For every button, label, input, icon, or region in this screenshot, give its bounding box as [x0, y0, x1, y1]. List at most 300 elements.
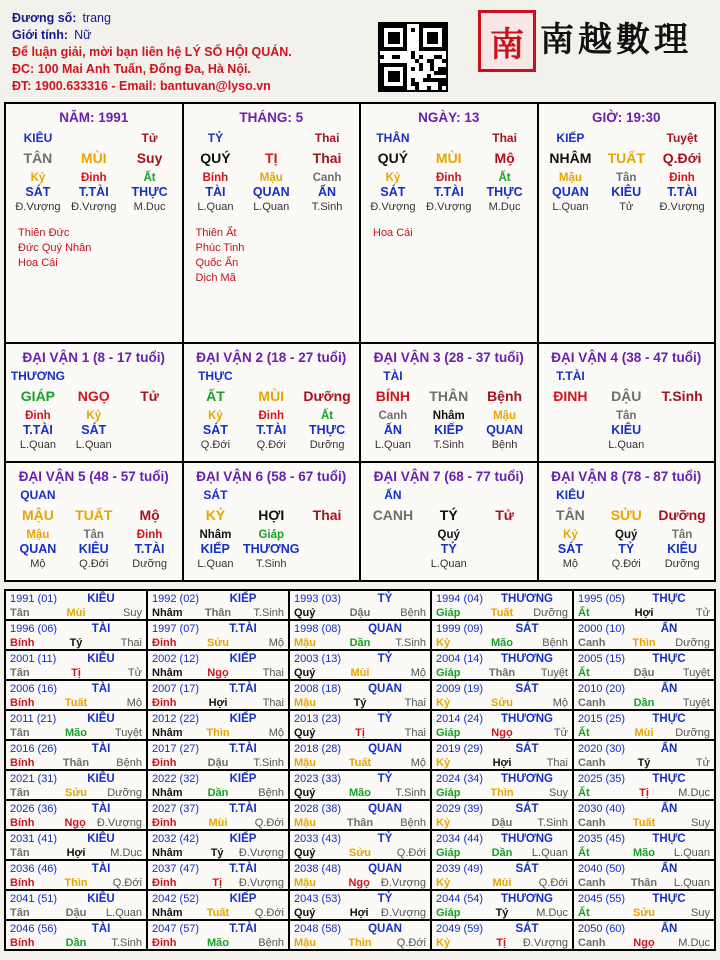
year-stage: Thai	[262, 696, 284, 709]
year-stem: Canh	[578, 696, 606, 709]
year-cell	[148, 651, 290, 681]
year-cell	[148, 741, 290, 771]
year-detail	[436, 666, 568, 679]
life-stage-row-cell: Đ.Vượng	[426, 201, 472, 213]
year-branch: Mão	[349, 786, 371, 799]
stars-list	[188, 226, 356, 286]
year-stem: Nhâm	[152, 786, 183, 799]
stem-branch-row	[10, 508, 178, 528]
year-ten-god: KIÊU	[87, 593, 115, 605]
year-detail	[578, 876, 710, 889]
year-header	[294, 922, 426, 936]
year-stem: Mậu	[294, 696, 316, 709]
year-detail	[10, 786, 142, 799]
life-stage-row	[365, 557, 533, 571]
year-label: 2050 (60)	[578, 923, 626, 935]
year-ten-god: ẤN	[660, 623, 678, 635]
year-label: 2032 (42)	[152, 833, 200, 845]
year-branch: Dậu	[491, 816, 513, 829]
year-branch: Tị	[71, 666, 81, 679]
year-label: 2024 (34)	[436, 773, 484, 785]
year-label: 2043 (53)	[294, 893, 342, 905]
year-header	[578, 772, 710, 786]
year-header	[10, 802, 142, 816]
dai-van-8	[539, 463, 717, 582]
year-stem: Quý	[294, 726, 316, 739]
year-ten-god: T.TÀI	[229, 683, 257, 695]
hidden-god-row-cell: T.TÀI	[78, 185, 109, 199]
year-ten-god: TÀI	[91, 683, 111, 695]
year-cell	[432, 681, 574, 711]
year-stem: Đinh	[152, 936, 177, 949]
dai-van-title: ĐẠI VẬN 2 (18 - 27 tuổi)	[196, 350, 347, 365]
stem-branch-row-cell: Tử	[495, 507, 514, 523]
life-stage-row-cell: Dưỡng	[132, 558, 167, 570]
hidden-stem-row-cell: Đinh	[25, 410, 51, 422]
year-stage: M.Dục	[678, 786, 710, 799]
year-ten-god: KIÊU	[87, 653, 115, 665]
year-stage: Q.Đới	[254, 816, 284, 829]
year-stage: T.Sinh	[395, 636, 426, 649]
year-ten-god: ẤN	[660, 923, 678, 935]
stem-branch-row-cell: MÙI	[435, 150, 462, 166]
year-detail	[152, 876, 284, 889]
hidden-stem-row-cell: Kỷ	[563, 529, 578, 541]
year-detail	[294, 936, 426, 949]
year-stem: Đinh	[152, 636, 177, 649]
year-stage: Tử	[695, 606, 710, 619]
hidden-stem-row-cell: Ất	[321, 410, 334, 422]
year-header	[152, 802, 284, 816]
ten-god-row-cell	[122, 488, 178, 508]
name-value: trang	[82, 11, 111, 25]
year-branch: Thân	[62, 756, 90, 769]
year-ten-god: TỶ	[377, 593, 393, 605]
year-detail	[578, 696, 710, 709]
year-ten-god: ẤN	[660, 743, 678, 755]
year-header	[152, 742, 284, 756]
dai-van-5	[6, 463, 184, 582]
year-stage: Thai	[404, 726, 426, 739]
year-detail	[294, 846, 426, 859]
year-cell	[148, 771, 290, 801]
year-ten-god: THỰC	[652, 773, 686, 785]
year-branch: Sửu	[490, 696, 514, 709]
year-label: 2036 (46)	[10, 863, 58, 875]
year-label: 2006 (16)	[10, 683, 58, 695]
year-detail	[10, 756, 142, 769]
hidden-god-row-cell: SÁT	[25, 185, 51, 199]
gender-line: Giới tính: Nữ	[12, 28, 92, 42]
year-stem: Quý	[294, 606, 316, 619]
year-stem: Nhâm	[152, 606, 183, 619]
year-detail	[152, 906, 284, 919]
year-stage: T.Sinh	[253, 756, 284, 769]
star-item: Đức Quý Nhân	[18, 242, 92, 254]
ten-god-row-cell	[477, 369, 533, 389]
star-item: Thiên Đức	[18, 227, 70, 239]
hidden-god-row-cell: THỰC	[486, 185, 523, 199]
year-detail	[152, 846, 284, 859]
stem-branch-row-cell: Bệnh	[487, 388, 523, 404]
year-detail	[578, 846, 710, 859]
year-stem: Kỷ	[436, 936, 451, 949]
life-stage-row	[10, 200, 178, 214]
hidden-stem-row-cell: Mậu	[259, 172, 283, 184]
life-stage-row-cell	[543, 438, 599, 452]
year-header	[578, 682, 710, 696]
year-stage: Bệnh	[400, 606, 426, 619]
year-ten-god: KIÊU	[87, 773, 115, 785]
year-stem: Tân	[10, 666, 30, 679]
year-cell	[574, 861, 716, 891]
dai-van-title: ĐẠI VẬN 6 (58 - 67 tuổi)	[196, 469, 347, 484]
stem-branch-row-cell: Thai	[312, 507, 342, 523]
hidden-stem-row	[10, 528, 178, 542]
ten-god-row	[10, 488, 178, 508]
stem-branch-row	[543, 389, 711, 409]
year-cell	[148, 801, 290, 831]
year-detail	[152, 816, 284, 829]
year-branch: Dậu	[349, 606, 371, 619]
year-ten-god: T.TÀI	[229, 623, 257, 635]
year-stage: Đ.Vượng	[96, 816, 142, 829]
stem-branch-row-cell: QUÝ	[200, 150, 231, 166]
year-ten-god: KIẾP	[229, 713, 257, 725]
year-cell	[6, 651, 148, 681]
dai-van-3	[361, 344, 539, 463]
stem-branch-row-cell: T.Sinh	[661, 388, 703, 404]
dai-van-1	[6, 344, 184, 463]
year-header	[436, 772, 568, 786]
year-detail	[436, 786, 568, 799]
year-detail	[436, 696, 568, 709]
year-label: 2039 (49)	[436, 863, 484, 875]
year-stem: Canh	[578, 756, 606, 769]
year-cell	[290, 591, 432, 621]
year-stage: Thai	[404, 696, 426, 709]
hidden-stem-row-cell: Đinh	[136, 529, 163, 541]
year-stem: Mậu	[294, 636, 316, 649]
year-ten-god: THỰC	[652, 653, 686, 665]
year-stage: T.Sinh	[253, 606, 284, 619]
ten-god-row	[188, 131, 356, 151]
stem-branch-row-cell: Suy	[136, 150, 163, 166]
year-cell	[290, 831, 432, 861]
life-stage-row-cell: Đ.Vượng	[71, 201, 117, 213]
year-cell	[432, 741, 574, 771]
year-branch: Tý	[637, 756, 651, 769]
year-branch: Hợi	[492, 756, 512, 769]
year-branch: Thìn	[64, 876, 88, 889]
stem-branch-row-cell: CANH	[372, 507, 414, 523]
life-stage-row	[188, 200, 356, 214]
year-stem: Kỷ	[436, 696, 451, 709]
stem-branch-row	[188, 389, 356, 409]
year-stem: Nhâm	[152, 726, 183, 739]
year-header	[436, 892, 568, 906]
stem-branch-row-cell: Tử	[140, 388, 159, 404]
hidden-god-row-cell: QUAN	[252, 185, 290, 199]
stem-branch-row-cell: TỊ	[265, 150, 278, 166]
year-stage: Q.Đới	[254, 906, 284, 919]
year-branch: Mùi	[634, 726, 654, 739]
hidden-stem-row	[365, 528, 533, 542]
year-stage: Mộ	[268, 636, 284, 649]
phone-line: ĐT: 1900.633316 - Email: bantuvan@lyso.vn	[12, 79, 271, 93]
hidden-god-row-cell	[365, 542, 421, 557]
year-ten-god: TỶ	[377, 713, 393, 725]
life-stage-row-cell: L.Quan	[552, 201, 589, 213]
year-stem: Đinh	[152, 876, 177, 889]
life-stage-row	[543, 557, 711, 571]
ten-god-row-cell: TÀI	[383, 369, 403, 383]
hidden-stem-row	[188, 171, 356, 185]
year-cell	[432, 891, 574, 921]
year-header	[436, 742, 568, 756]
year-branch: Ngọ	[348, 876, 370, 889]
year-stage: T.Sinh	[395, 786, 426, 799]
year-cell	[6, 921, 148, 951]
year-header	[578, 832, 710, 846]
year-detail	[578, 666, 710, 679]
year-detail	[578, 906, 710, 919]
year-cell	[290, 861, 432, 891]
ten-god-row-cell: THÂN	[376, 131, 410, 145]
year-ten-god: KIẾP	[229, 593, 257, 605]
year-label: 2047 (57)	[152, 923, 200, 935]
year-label: 2019 (29)	[436, 743, 484, 755]
year-header	[294, 652, 426, 666]
year-stage: L.Quan	[673, 846, 710, 859]
ten-god-row-cell	[299, 488, 355, 508]
ten-god-row-cell	[122, 369, 178, 389]
life-stage-row-cell: Q.Đới	[79, 558, 109, 570]
year-detail	[294, 906, 426, 919]
hidden-god-row-cell	[654, 423, 710, 438]
hidden-stem-row	[543, 171, 711, 185]
stem-branch-row-cell: Mộ	[139, 507, 160, 523]
year-detail	[294, 726, 426, 739]
year-detail	[436, 906, 568, 919]
year-detail	[436, 636, 568, 649]
ten-god-row	[10, 131, 178, 151]
hidden-stem-row-cell	[477, 528, 533, 542]
hidden-stem-row	[188, 528, 356, 542]
year-ten-god: THỰC	[652, 593, 686, 605]
hidden-stem-row-cell: Nhâm	[199, 529, 232, 541]
ten-god-row-cell	[243, 488, 299, 508]
year-ten-god: THỰC	[652, 893, 686, 905]
year-header	[294, 892, 426, 906]
dai-van-title: ĐẠI VẬN 1 (8 - 17 tuổi)	[22, 350, 165, 365]
year-branch: Mùi	[208, 816, 228, 829]
hidden-god-row-cell	[299, 542, 355, 557]
year-stem: Giáp	[436, 906, 461, 919]
year-detail	[10, 846, 142, 859]
life-stage-row-cell: Mộ	[562, 558, 579, 570]
year-stage: Mộ	[126, 696, 142, 709]
year-stem: Tân	[10, 906, 30, 919]
ten-god-row-cell	[421, 369, 477, 389]
year-cell	[432, 771, 574, 801]
year-header	[10, 622, 142, 636]
year-detail	[152, 726, 284, 739]
stem-branch-row-cell: DẬU	[611, 388, 642, 404]
hidden-god-row-cell: T.TÀI	[667, 185, 697, 199]
year-ten-god: QUAN	[368, 923, 402, 935]
year-branch: Thân	[204, 606, 232, 619]
year-stage: Tuyệt	[682, 696, 710, 709]
year-label: 2044 (54)	[436, 893, 484, 905]
year-branch: Tị	[496, 936, 507, 949]
year-cell	[148, 591, 290, 621]
hidden-stem-row-cell	[543, 409, 599, 423]
year-detail	[294, 696, 426, 709]
year-cell	[290, 681, 432, 711]
year-header	[436, 922, 568, 936]
year-header	[578, 652, 710, 666]
year-branch: Tý	[353, 696, 367, 709]
year-stem: Bính	[10, 816, 35, 829]
hidden-stem-row-cell: Kỷ	[86, 410, 102, 422]
year-detail	[294, 816, 426, 829]
year-ten-god: TỶ	[377, 773, 393, 785]
year-cell	[148, 831, 290, 861]
year-stem: Quý	[294, 786, 316, 799]
seal-stamp: 南	[478, 10, 536, 72]
ten-god-row-cell: THƯƠNG	[10, 369, 65, 383]
dai-van-7	[361, 463, 539, 582]
year-cell	[6, 591, 148, 621]
year-label: 1994 (04)	[436, 593, 484, 605]
hidden-stem-row-cell: Kỷ	[385, 172, 401, 184]
year-label: 1997 (07)	[152, 623, 200, 635]
year-stem: Bính	[10, 756, 35, 769]
year-branch: Hợi	[634, 606, 654, 619]
name-line: Đương số: trang	[12, 11, 111, 25]
pillar-title: NGÀY: 13	[418, 110, 480, 125]
hidden-stem-row-cell: Quý	[615, 529, 638, 541]
year-label: 2017 (27)	[152, 743, 200, 755]
year-header	[294, 802, 426, 816]
stem-branch-row	[188, 151, 356, 171]
year-stage: Mộ	[552, 696, 568, 709]
life-stage-row-cell: T.Sinh	[433, 439, 465, 451]
year-label: 2021 (31)	[10, 773, 58, 785]
hidden-god-row-cell	[122, 423, 178, 438]
ten-god-row-cell	[421, 131, 477, 151]
hidden-god-row	[188, 185, 356, 200]
year-stem: Quý	[294, 906, 316, 919]
dai-van-title: ĐẠI VẬN 8 (78 - 87 tuổi)	[551, 469, 702, 484]
year-stage: Bệnh	[542, 636, 568, 649]
year-branch: Dần	[349, 636, 371, 649]
year-cell	[290, 891, 432, 921]
ten-god-row	[543, 131, 711, 151]
year-stage: Đ.Vượng	[238, 846, 284, 859]
life-stage-row-cell: Tử	[619, 201, 634, 213]
hidden-god-row-cell: T.TÀI	[433, 185, 464, 199]
year-stage: Tử	[127, 666, 142, 679]
year-detail	[10, 876, 142, 889]
year-cell	[148, 891, 290, 921]
life-stage-row-cell: L.Quan	[197, 201, 234, 213]
year-cell	[574, 801, 716, 831]
ten-god-row-cell: TỶ	[207, 131, 224, 145]
year-stem: Canh	[578, 636, 606, 649]
year-stem: Kỷ	[436, 636, 451, 649]
year-header	[294, 862, 426, 876]
ten-god-row-cell: Thai	[492, 131, 517, 145]
year-label: 2012 (22)	[152, 713, 200, 725]
stem-branch-row	[365, 151, 533, 171]
year-branch: Dậu	[633, 666, 655, 679]
ten-god-row-cell	[598, 369, 654, 389]
pillar-1	[6, 104, 184, 344]
year-stem: Mậu	[294, 936, 316, 949]
ten-god-row-cell: Tử	[141, 131, 158, 145]
hidden-god-row-cell: SÁT	[557, 542, 583, 556]
year-header	[578, 742, 710, 756]
pillar-3	[361, 104, 539, 344]
year-stem: Giáp	[436, 726, 461, 739]
year-ten-god: TÀI	[91, 743, 111, 755]
hidden-god-row-cell: ẤN	[383, 423, 402, 437]
ten-god-row-cell: KIÊU	[23, 131, 53, 145]
year-cell	[290, 921, 432, 951]
year-branch: Tị	[639, 786, 649, 799]
year-ten-god: T.TÀI	[229, 803, 257, 815]
hidden-stem-row-cell: Canh	[312, 172, 342, 184]
year-branch: Tý	[210, 846, 224, 859]
year-stem: Bính	[10, 636, 35, 649]
year-cell	[574, 771, 716, 801]
year-header	[10, 592, 142, 606]
hidden-stem-row	[365, 171, 533, 185]
hidden-god-row	[365, 542, 533, 557]
year-header	[436, 712, 568, 726]
year-header	[152, 682, 284, 696]
qr-code-icon[interactable]	[378, 22, 448, 92]
hidden-god-row	[10, 185, 178, 200]
contact-line: Để luận giải, mời bạn liên hệ LÝ SỐ HỘI QUÁN.	[12, 45, 292, 59]
year-stem: Mậu	[294, 816, 316, 829]
stem-branch-row	[543, 508, 711, 528]
year-header	[578, 892, 710, 906]
year-cell	[432, 651, 574, 681]
hidden-god-row-cell: ẤN	[318, 185, 337, 199]
year-stage: L.Quan	[673, 876, 710, 889]
life-stage-row-cell: M.Dục	[488, 201, 521, 213]
year-ten-god: TỶ	[377, 653, 393, 665]
year-label: 2007 (17)	[152, 683, 200, 695]
stem-branch-row-cell: ẤT	[206, 388, 225, 404]
year-stage: Đ.Vượng	[522, 936, 568, 949]
year-stem: Giáp	[436, 786, 461, 799]
year-stage: Tuyệt	[682, 666, 710, 679]
year-detail	[294, 606, 426, 619]
year-stage: Bệnh	[258, 936, 284, 949]
year-branch: Tuất	[206, 906, 230, 919]
year-header	[578, 862, 710, 876]
year-stem: Ất	[578, 846, 590, 859]
year-label: 2042 (52)	[152, 893, 200, 905]
year-label: 2025 (35)	[578, 773, 626, 785]
year-cell	[148, 861, 290, 891]
year-detail	[294, 876, 426, 889]
star-item: Dịch Mã	[195, 272, 236, 284]
